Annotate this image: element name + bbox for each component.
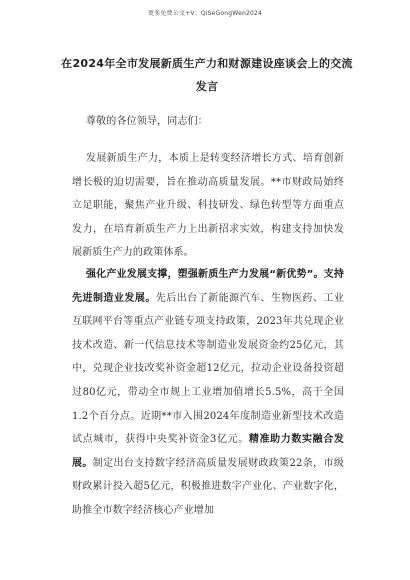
subsection-body-manufacturing: 先后出台了新能源汽车、生物医药、工业互联网平台等重点产业链专项支持政策，2023年共兑现企业技术改造、新一代信息技术等制造业发展资金约25亿元，其中，兑现企业技改奖补资金超12亿元，拉动企业设备投资超过80亿元，带动全市规上工业增加值增长5.5%，高于全国1.2个百分点。近期**市入围2024年度制造业新型技术改造试点城市，获得中央奖补资金3亿元。 xyxy=(72,292,345,446)
greeting: 尊敬的各位领导，同志们： xyxy=(86,116,208,127)
watermark-text: 更多免费公文+V：QiSeGongWen2024 xyxy=(147,10,263,17)
subsection-heading-manufacturing: 支持先进制造业发展。 xyxy=(72,269,344,304)
document-title-continued: 发言 xyxy=(195,80,219,93)
subsection-heading-digital: 精准助力数实融合发展。 xyxy=(72,434,344,469)
intro-paragraph: 发展新质生产力，本质上是转变经济增长方式、培育创新增长极的迫切需要，旨在推动高质量发展。**市财政局始终立足职能，聚焦产业升级、科技研发、绿色转型等方面重点发力，在培育新质生产力上出新招求实效，构建支持加快发展新质生产力的政策体系。 xyxy=(72,153,344,259)
section-heading: 强化产业发展支撑，塑强新质生产力发展“新优势”。 xyxy=(86,269,324,280)
body-paragraph xyxy=(72,263,344,523)
subsection-body-digital: 制定出台支持数字经济高质量发展财政政策22条，市级财政累计投入超5亿元，积极推进数字产业化、产业数字化，助推全市数字经济核心产业增加 xyxy=(72,457,344,516)
document-title: 在2024年全市发展新质生产力和财源建设座谈会上的交流 xyxy=(61,57,353,70)
